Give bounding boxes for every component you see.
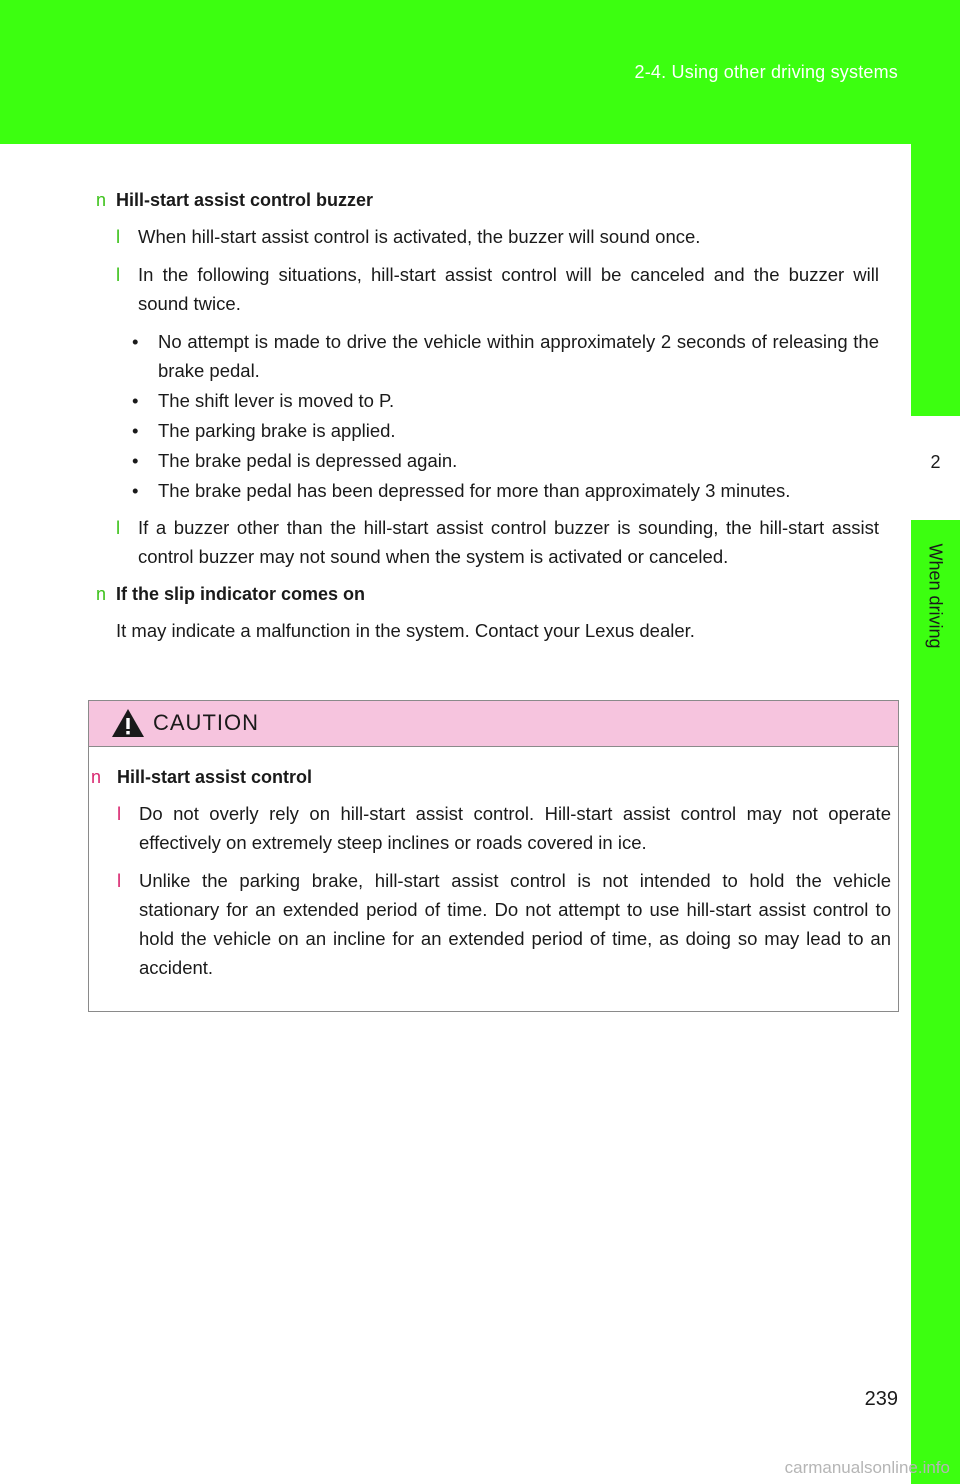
bullet-marker: l xyxy=(117,870,122,891)
chapter-tab xyxy=(911,144,960,1484)
sub-list-item: • The brake pedal has been depressed for more than approximately 3 minutes. xyxy=(96,476,879,505)
bullet-marker: l xyxy=(116,264,121,285)
dot-marker: • xyxy=(132,480,139,501)
section-marker: n xyxy=(96,584,107,604)
dot-marker: • xyxy=(132,420,139,441)
caution-heading: n Hill-start assist control xyxy=(91,763,891,791)
sub-list-item: • The brake pedal is depressed again. xyxy=(96,446,879,475)
sub-list-item: • No attempt is made to drive the vehicle within approximately 2 seconds of releasing the brake pedal. xyxy=(96,327,879,385)
caution-title: CAUTION xyxy=(153,710,259,735)
caution-bullet: l Do not overly rely on hill-start assist control. Hill-start assist control may not operate effectively on extremely steep inclines or roads covered in ice. xyxy=(91,799,891,857)
section-heading-slip-indicator: n If the slip indicator comes on xyxy=(96,580,879,608)
section-heading-buzzer: n Hill-start assist control buzzer xyxy=(96,186,879,214)
caution-header xyxy=(89,701,898,747)
sub-list-item: • The shift lever is moved to P. xyxy=(96,386,879,415)
dot-marker: • xyxy=(132,390,139,411)
watermark: carmanualsonline.info xyxy=(784,1458,950,1477)
bullet-item: l In the following situations, hill-start assist control will be canceled and the buzzer will sound twice. xyxy=(96,260,879,318)
page-number: 239 xyxy=(864,1388,898,1410)
sub-list xyxy=(96,327,879,505)
dot-marker: • xyxy=(132,450,139,471)
section-title: 2-4. Using other driving systems xyxy=(634,62,898,82)
main-content xyxy=(96,186,879,645)
bullet-marker: l xyxy=(116,517,121,538)
bullet-marker: l xyxy=(116,226,121,247)
chapter-label: When driving xyxy=(925,543,946,649)
chapter-number: 2 xyxy=(930,452,941,472)
dot-marker: • xyxy=(132,331,139,352)
section-body: It may indicate a malfunction in the system. Contact your Lexus dealer. xyxy=(116,620,695,641)
caution-body xyxy=(89,763,891,991)
warning-triangle-icon xyxy=(111,708,145,743)
bullet-item: l When hill-start assist control is activated, the buzzer will sound once. xyxy=(96,222,879,251)
caution-bullet: l Unlike the parking brake, hill-start assist control is not intended to hold the vehicle stationary for an extended period of time. Do not attempt to use hill-start assist control to hold the vehicle on an incline for an extended period of time, as doing so may lead to an accident. xyxy=(91,866,891,982)
sub-list-item: • The parking brake is applied. xyxy=(96,416,879,445)
bullet-item: l If a buzzer other than the hill-start assist control buzzer is sounding, the hill-start assist control buzzer may not sound when the system is activated or canceled. xyxy=(96,513,879,571)
header-band xyxy=(0,0,960,144)
caution-box xyxy=(88,700,899,1012)
section-marker: n xyxy=(96,190,107,210)
section-marker: n xyxy=(91,767,102,787)
bullet-marker: l xyxy=(117,803,122,824)
